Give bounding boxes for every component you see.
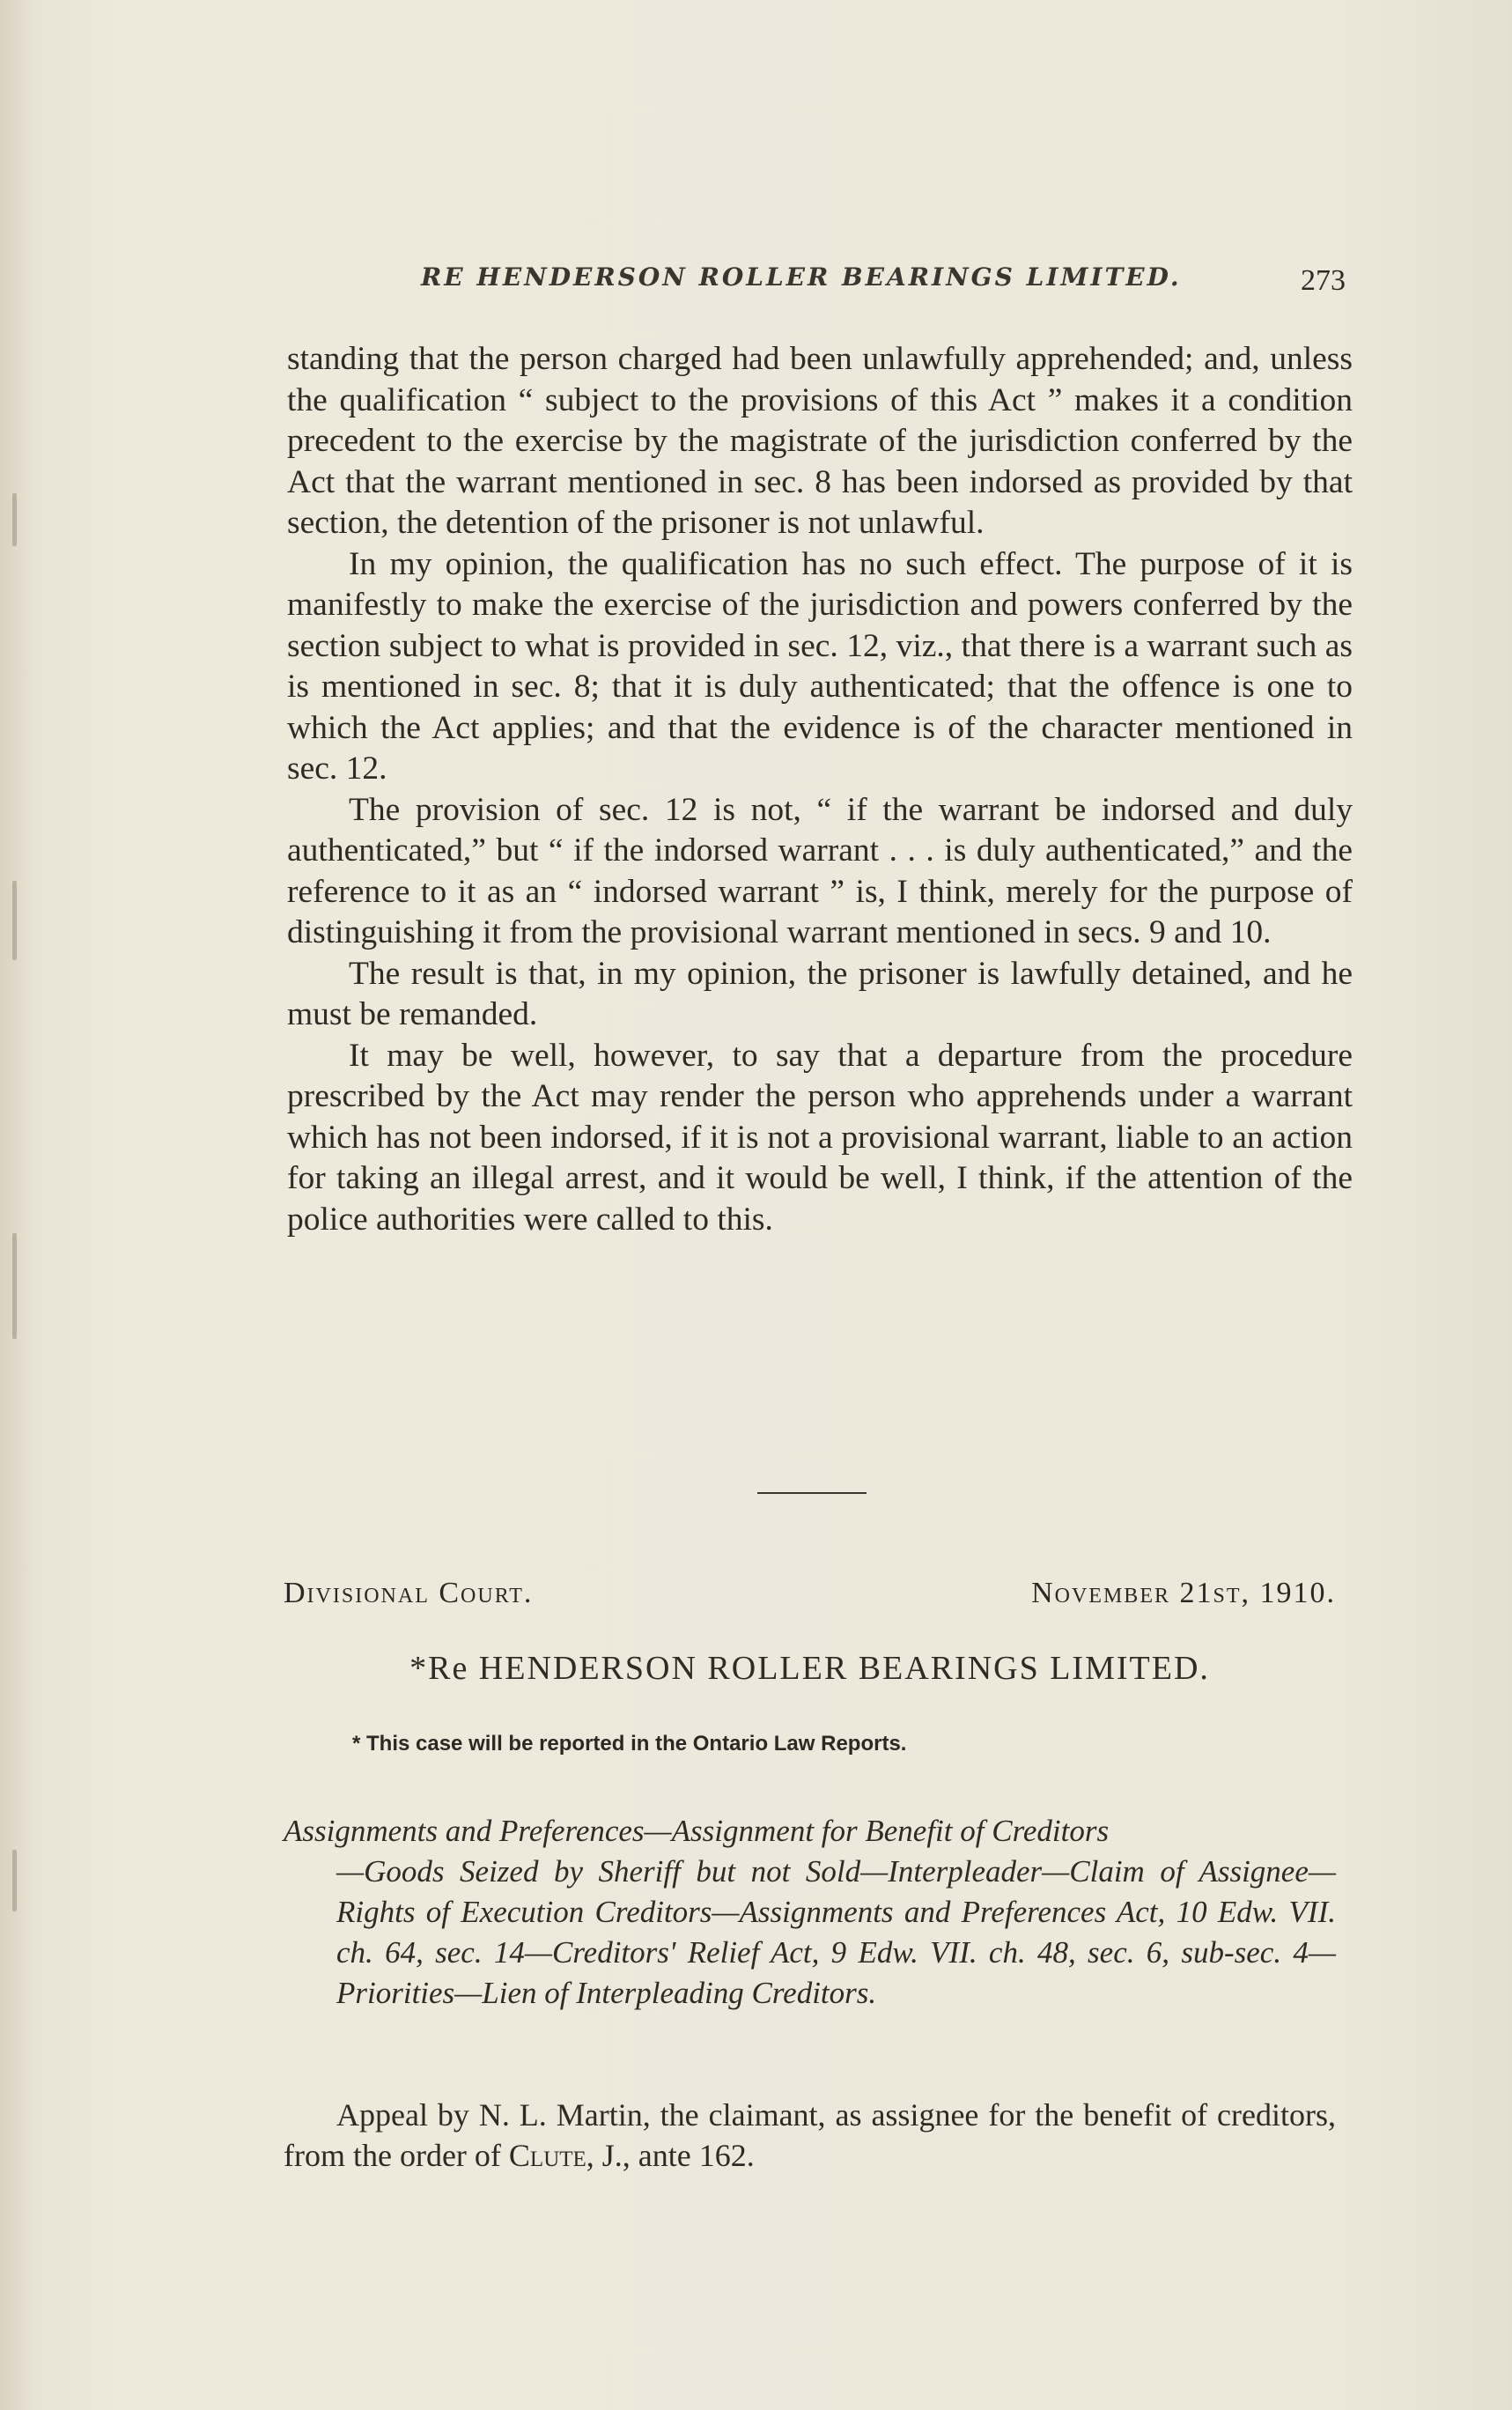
paragraph: In my opinion, the qualification has no such effect. The purpose of it is manifestly to make the exercise of the jurisdiction and powers conferred by the section subject to what is provided in sec. 12, viz., that there is a warrant such as is mentioned in sec. 8; that it is duly authenticated; that the offence is one to which the Act applies; and that the evidence is of the character mentioned in sec. 12.	[287, 545, 1353, 787]
gutter-shadow	[12, 1850, 17, 1911]
paragraph: The result is that, in my opinion, the prisoner is lawfully detained, and he must be remanded.	[287, 955, 1353, 1032]
judgment-date: November 21st, 1910.	[1031, 1577, 1336, 1609]
appeal-paragraph	[284, 2095, 1336, 2176]
paragraph: The provision of sec. 12 is not, “ if the warrant be indorsed and duly authenticated,” but “ if the indorsed warrant . . . is duly authenticated,” and the reference to it as an “ indorsed warrant ” is, I think, merely for the purpose of distinguishing it from the provisional warrant mentioned in secs. 9 and 10.	[287, 791, 1353, 950]
judge-name: Clute	[508, 2138, 586, 2173]
appeal-citation: , J., ante 162.	[586, 2138, 755, 2173]
section-divider	[757, 1492, 867, 1494]
gutter-shadow	[12, 1233, 17, 1339]
running-head: RE HENDERSON ROLLER BEARINGS LIMITED.	[421, 262, 1182, 292]
footnote: * This case will be reported in the Ontario Law Reports.	[352, 1732, 907, 1756]
page-number: 273	[1301, 264, 1346, 297]
page-header	[421, 262, 1346, 307]
case-title: *Re HENDERSON ROLLER BEARINGS LIMITED.	[409, 1650, 1210, 1687]
gutter-shadow	[12, 493, 17, 546]
paragraph: It may be well, however, to say that a departure from the procedure prescribed by the Act may render the person who apprehends under a warrant which has not been indorsed, if it is not a provisional warrant, liable to an action for taking an illegal arrest, and it would be well, I think, if the attention of the police authorities were called to this.	[287, 1037, 1353, 1238]
judgment-text	[287, 339, 1353, 1240]
paragraph: standing that the person charged had been unlawfully apprehended; and, unless the qualification “ subject to the provisions of this Act ” makes it a condition precedent to the exercise by the magistrate of the jurisdiction conferred by the Act that the warrant mentioned in sec. 8 has been indorsed as provided by that section, the detention of the prisoner is not unlawful.	[287, 341, 1353, 541]
appeal-text: Appeal by N. L. Martin, the claimant, as assignee for the benefit of creditors, from the order of	[284, 2097, 1336, 2173]
court-line	[284, 1577, 1336, 1621]
court-name: Divisional Court.	[284, 1577, 534, 1609]
headnote-continuation: —Goods Seized by Sheriff but not Sold—Interpleader—Claim of Assignee—Rights of Execution Creditors—Assignments and Preferences Act, 10 Edw. VII. ch. 64, sec. 14—Creditors' Relief Act, 9 Edw. VII. ch. 48, sec. 6, sub-sec. 4—Priorities—Lien of Interpleading Creditors.	[336, 1854, 1336, 2010]
headnote	[284, 1811, 1336, 2014]
gutter-shadow	[12, 881, 17, 960]
headnote-first-line: Assignments and Preferences—Assignment for Benefit of Creditors	[284, 1814, 1110, 1848]
